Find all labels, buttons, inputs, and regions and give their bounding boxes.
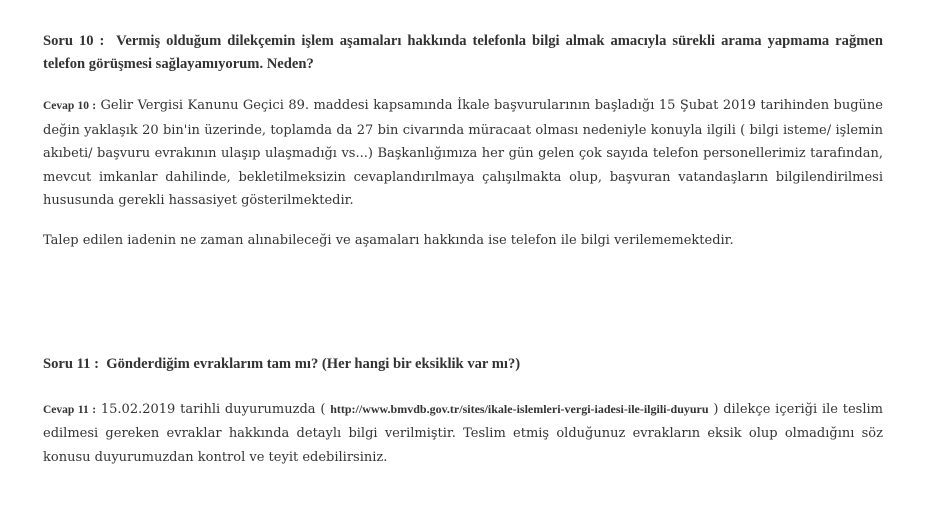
question-11-text: Gönderdiğim evraklarım tam mı? (Her hangi bir eksiklik var mı?) [106,355,521,372]
announcement-url-link[interactable]: http://www.bmvdb.gov.tr/sites/ikale-islemleri-vergi-iadesi-ile-ilgili-duyuru [330,401,709,416]
question-11 [43,353,883,376]
answer-10 [43,94,883,213]
answer-10-text: Gelir Vergisi Kanunu Geçici 89. maddesi kapsamında İkale başvurularının başladığı 15 Şubat 2019 tarihinden bugüne değin yaklaşık 20 bin'in üzerinde, toplamda da 27 bin civarında müracaat olması nedeniyle konuyla ilgili ( bilgi isteme/ işlemin akıbeti/ başvuru evrakının ulaşıp ulaşmadığı vs...) Başkanlığımıza her gün gelen çok sayıda telefon personellerimiz tarafından, mevcut imkanlar dahilinde, bekletilmeksizin cevaplandırılmaya çalışılmakta olup, başvuran vatandaşların bilgilendirilmesi hususunda gerekli hassasiyet gösterilmektedir. [43,98,883,208]
answer-10-note: Talep edilen iadenin ne zaman alınabileceği ve aşamaları hakkında ise telefon ile bilgi verilememektedir. [43,232,734,248]
answer-10-label: Cevap 10 : [43,100,97,112]
answer-11-text-after: ) dilekçe içeriği ile teslim edilmesi gereken evraklar hakkında detaylı bilgi verilmiştir. Teslim etmiş olduğunuz evrakların eksik olup olmadığını söz konusu duyurumuzdan kontrol ve teyit edebilirsiniz. [43,401,883,465]
answer-11 [43,398,883,470]
question-11-label: Soru 11 : [43,355,99,372]
faq-content [43,30,883,469]
question-10 [43,30,883,76]
question-10-text: Vermiş olduğum dilekçemin işlem aşamaları hakkında telefonla bilgi almak amacıyla sürekli arama yapmama rağmen telefon görüşmesi sağlayamıyorum. Neden? [43,33,883,72]
answer-11-label: Cevap 11 : [43,403,97,416]
question-10-label: Soru 10 : [43,33,105,49]
answer-11-text-before: 15.02.2019 tarihli duyurumuzda ( [100,401,326,417]
